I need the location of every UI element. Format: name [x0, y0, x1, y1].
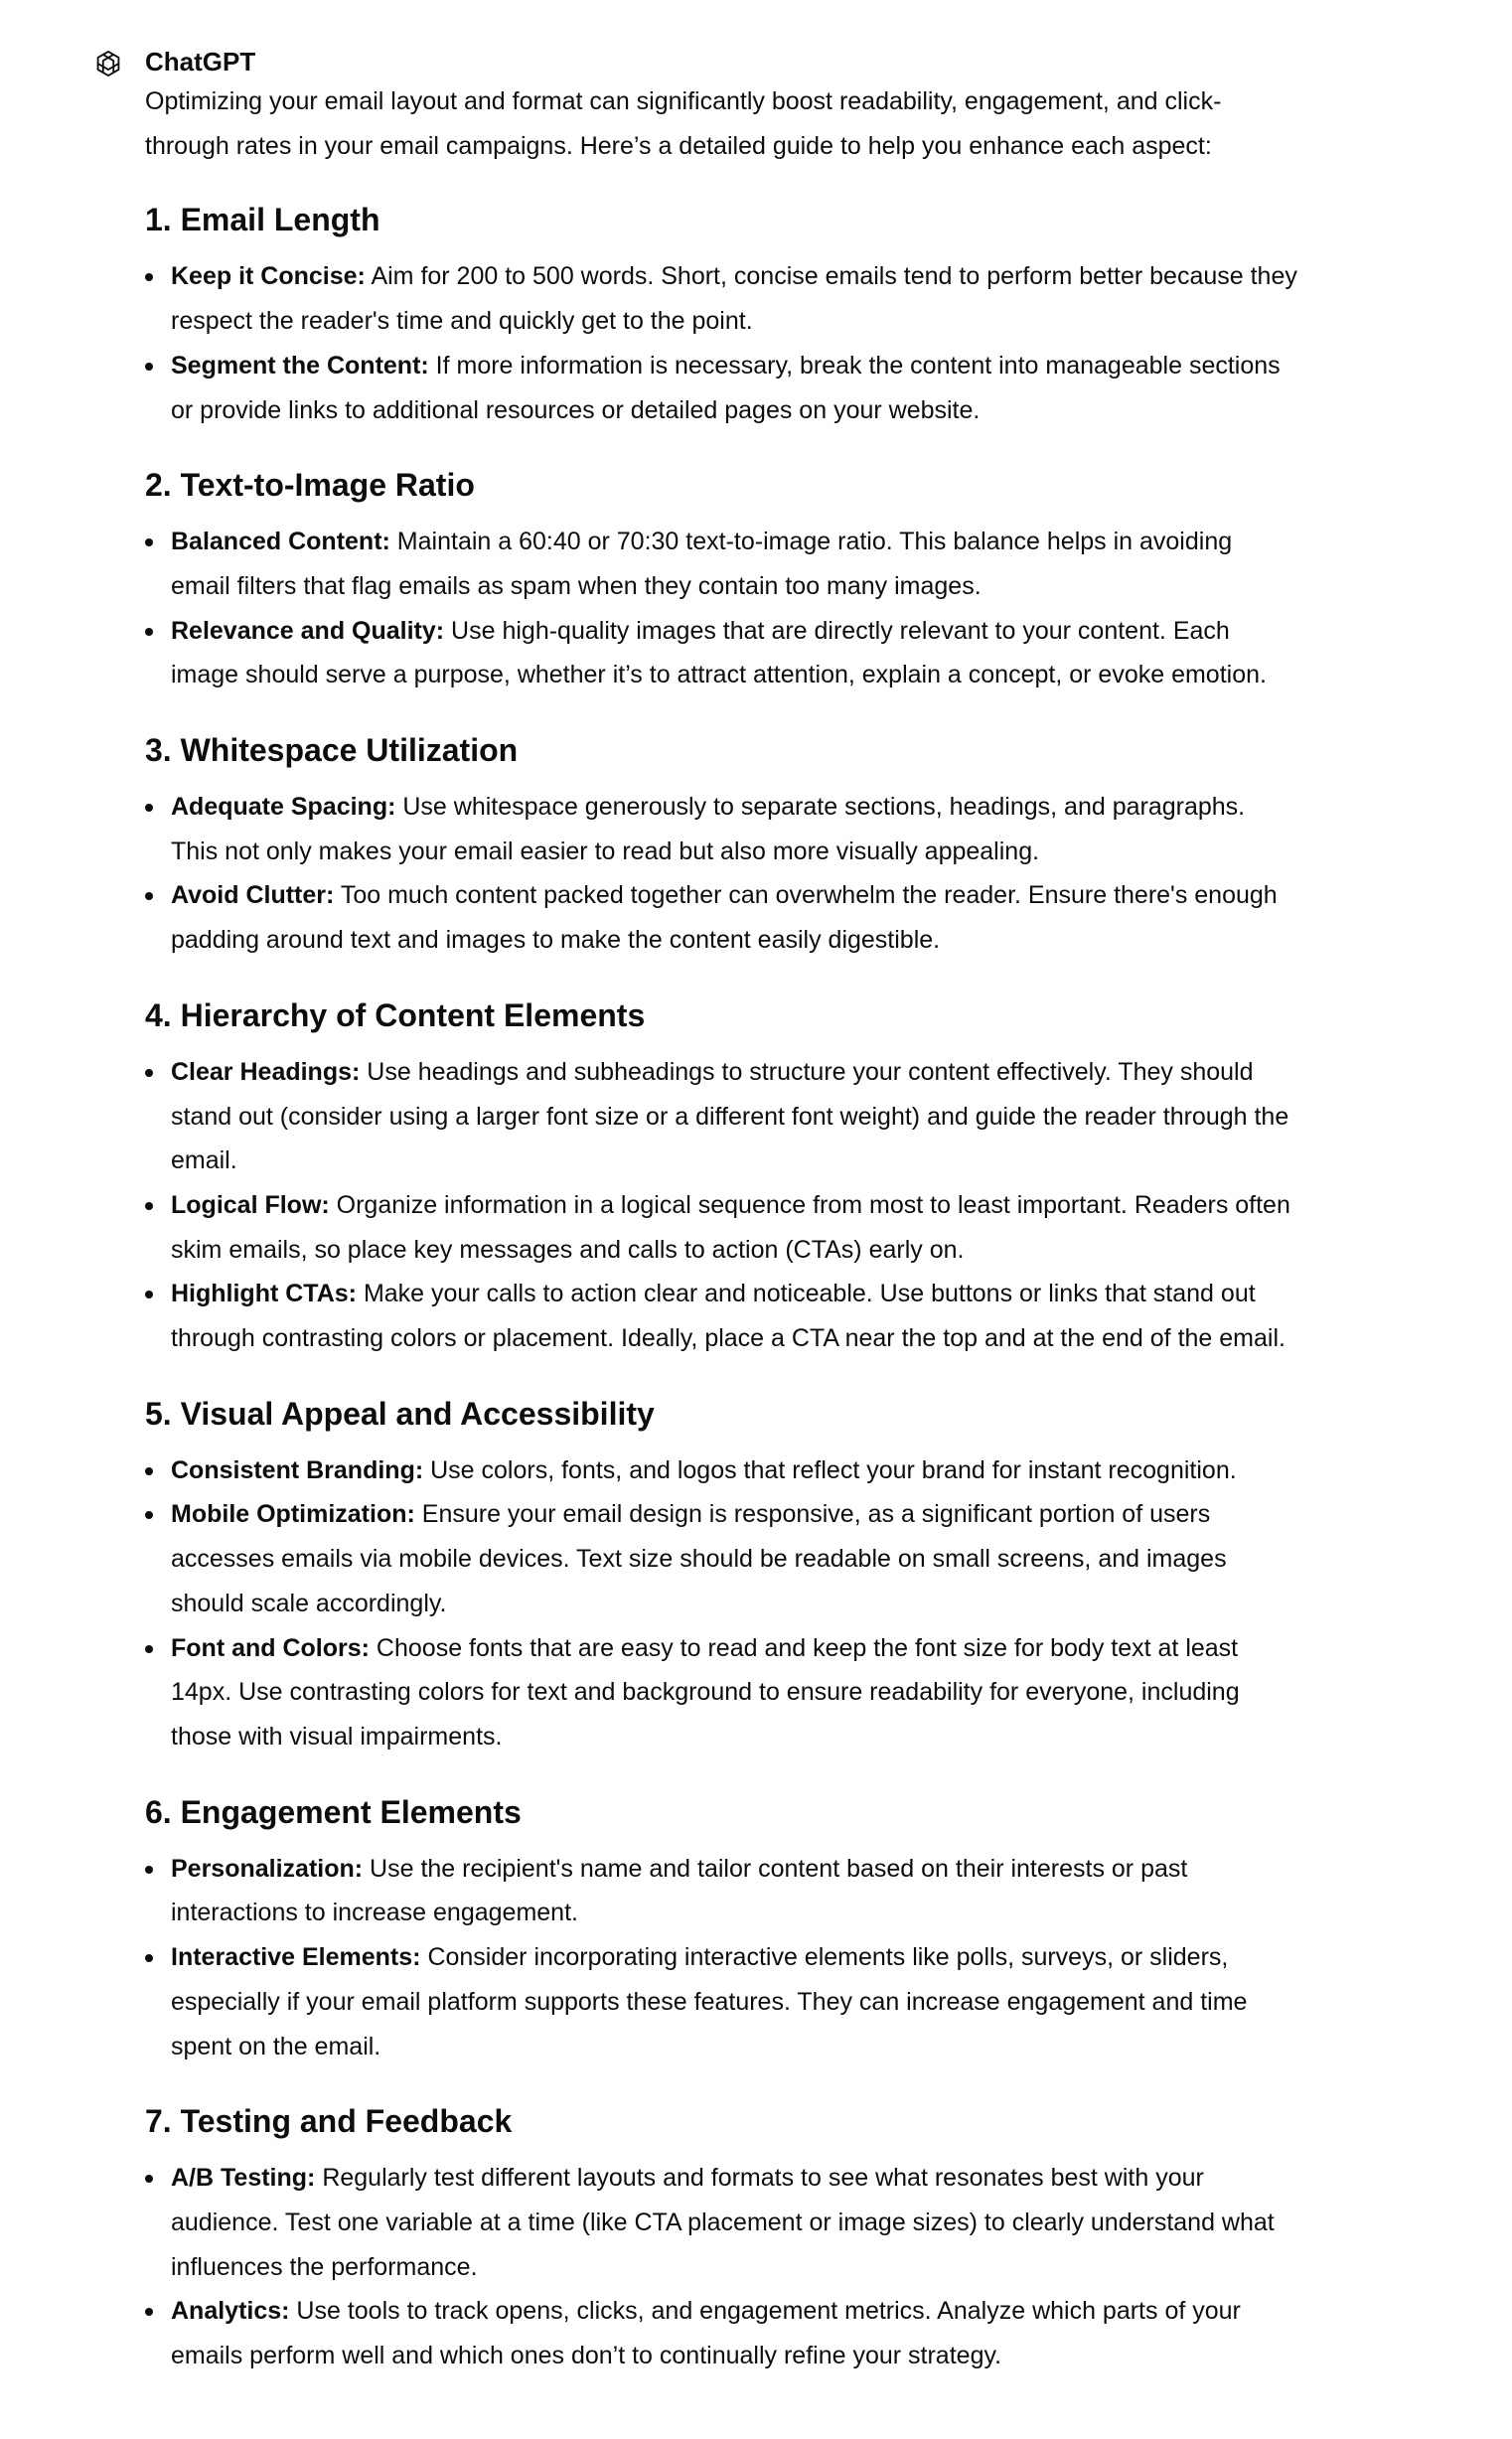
bullet-item: [145, 2156, 1297, 2289]
bullet-item: [145, 254, 1297, 343]
bullet-text: Use tools to track opens, clicks, and engagement metrics. Analyze which parts of your emails perform well and which ones don’t to continually refine your strategy.: [171, 2297, 1241, 2370]
bullet-item: [145, 1847, 1297, 1935]
message-intro: Optimizing your email layout and format can significantly boost readability, engagement, and click-through rates in your email campaigns. Here’s a detailed guide to help you enhance each aspect:: [145, 87, 1222, 160]
bullet-text: Use whitespace generously to separate sections, headings, and paragraphs. This not only makes your email easier to read but also more visually appealing.: [171, 793, 1246, 865]
bullet-term: Analytics:: [171, 2297, 290, 2326]
bullet-text: Make your calls to action clear and noticeable. Use buttons or links that stand out through contrasting colors or placement. Ideally, place a CTA near the top and at the end of the email.: [171, 1280, 1285, 1353]
bullet-text: Use the recipient's name and tailor content based on their interests or past interactions to increase engagement.: [171, 1854, 1188, 1927]
bullet-item: [145, 1050, 1297, 1183]
bullet-list: [145, 1448, 1297, 1759]
bullet-item: [145, 2289, 1297, 2377]
bullet-item: [145, 785, 1297, 873]
bullet-list: [145, 785, 1297, 963]
bullet-list: [145, 2156, 1297, 2378]
message-content: [145, 79, 1297, 2378]
bullet-term: Mobile Optimization:: [171, 1500, 415, 1529]
section-heading: 3. Whitespace Utilization: [145, 732, 519, 769]
bullet-text: Choose fonts that are easy to read and keep the font size for body text at least 14px. Use contrasting colors for text and background to ensure readability for everyone, including those with visual impairments.: [171, 1633, 1240, 1751]
bullet-item: [145, 344, 1297, 432]
bullet-term: Interactive Elements:: [171, 1943, 421, 1972]
bullet-term: Adequate Spacing:: [171, 793, 396, 822]
bullet-item: [145, 1626, 1297, 1759]
bullet-item: [145, 1935, 1297, 2068]
bullet-list: [145, 254, 1297, 432]
bullet-list: [145, 1847, 1297, 2069]
section-heading: 2. Text-to-Image Ratio: [145, 467, 475, 504]
bullet-text: Aim for 200 to 500 words. Short, concise emails tend to perform better because they respect the reader's time and quickly get to the point.: [171, 262, 1297, 336]
bullet-item: [145, 1272, 1297, 1360]
bullet-text: Maintain a 60:40 or 70:30 text-to-image ratio. This balance helps in avoiding email filters that flag emails as spam when they contain too many images.: [171, 528, 1233, 600]
bullet-item: [145, 520, 1297, 608]
bullet-term: Font and Colors:: [171, 1633, 370, 1662]
bullet-text: Use colors, fonts, and logos that reflect your brand for instant recognition.: [423, 1455, 1237, 1484]
bullet-term: Segment the Content:: [171, 351, 429, 380]
section-heading: 6. Engagement Elements: [145, 1793, 522, 1830]
bullet-text: Too much content packed together can overwhelm the reader. Ensure there's enough padding around text and images to make the content easily digestible.: [171, 881, 1278, 955]
section-heading: 4. Hierarchy of Content Elements: [145, 996, 646, 1033]
openai-logo-icon: [91, 47, 125, 80]
bullet-text: Regularly test different layouts and formats to see what resonates best with your audience. Test one variable at a time (like CTA placement or image sizes) to clearly understand what influences the performance.: [171, 2164, 1275, 2281]
bullet-item: [145, 1183, 1297, 1272]
section-heading: 1. Email Length: [145, 202, 380, 238]
bullet-list: [145, 1050, 1297, 1361]
bullet-text: If more information is necessary, break the content into manageable sections or provide links to additional resources or detailed pages on your website.: [171, 351, 1281, 424]
bullet-text: Use high-quality images that are directly relevant to your content. Each image should serve a purpose, whether it’s to attract attention, explain a concept, or evoke emotion.: [171, 616, 1267, 689]
bullet-term: Clear Headings:: [171, 1057, 361, 1086]
section-heading: 7. Testing and Feedback: [145, 2103, 513, 2140]
bullet-term: A/B Testing:: [171, 2164, 316, 2193]
bullet-item: [145, 1492, 1297, 1625]
bullet-text: Use headings and subheadings to structure your content effectively. They should stand out (consider using a larger font size or a different font weight) and guide the reader through the email.: [171, 1057, 1289, 1175]
bullet-item: [145, 873, 1297, 962]
message-sender-name: ChatGPT: [145, 47, 256, 76]
bullet-term: Relevance and Quality:: [171, 616, 445, 645]
bullet-term: Highlight CTAs:: [171, 1280, 357, 1308]
bullet-term: Personalization:: [171, 1854, 364, 1883]
bullet-term: Keep it Concise:: [171, 262, 366, 291]
bullet-text: Consider incorporating interactive elements like polls, surveys, or sliders, especially if your email platform supports these features. They can increase engagement and time spent on the email.: [171, 1943, 1248, 2060]
bullet-term: Balanced Content:: [171, 528, 390, 556]
bullet-list: [145, 520, 1297, 697]
bullet-term: Logical Flow:: [171, 1190, 330, 1219]
section-heading: 5. Visual Appeal and Accessibility: [145, 1395, 655, 1432]
bullet-item: [145, 609, 1297, 697]
bullet-term: Consistent Branding:: [171, 1455, 424, 1484]
bullet-text: Ensure your email design is responsive, as a significant portion of users accesses emails via mobile devices. Text size should be readable on small screens, and images should scale accordingly.: [171, 1500, 1227, 1617]
bullet-text: Organize information in a logical sequence from most to least important. Readers often skim emails, so place key messages and calls to action (CTAs) early on.: [171, 1190, 1290, 1264]
bullet-item: [145, 1448, 1297, 1493]
bullet-term: Avoid Clutter:: [171, 881, 335, 910]
